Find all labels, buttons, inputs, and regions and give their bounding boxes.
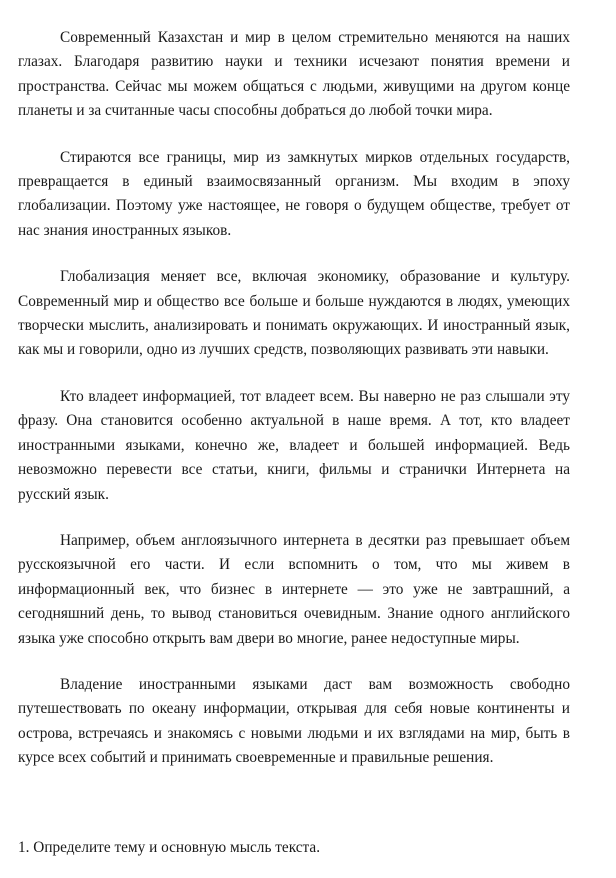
paragraph-4: Кто владеет информацией, тот владеет всем. Вы наверно не раз слышали эту фразу. Она становится особенно актуальной в наше время. А тот, кто владеет иностранными языками, конечно же, владеет и большей информацией. Ведь невозможно перевести все статьи, книги, фильмы и странички Интернета на русский язык. bbox=[18, 387, 570, 503]
paragraph-2: Стираются все границы, мир из замкнутых мирков отдельных государств, превращается в единый взаимосвязанный организм. Мы входим в эпоху глобализации. Поэтому уже настоящее, не говоря о будущем обществе, требует от нас знания иностранных языков. bbox=[18, 148, 570, 239]
document-body bbox=[18, 26, 570, 793]
paragraph-3: Глобализация меняет все, включая экономику, образование и культуру. Современный мир и общество все больше и больше нуждаются в людях, умеющих творчески мыслить, анализировать и понимать окружающих. И иностранный язык, как мы и говорили, одно из лучших средств, позволяющих развивать эти навыки. bbox=[18, 268, 570, 359]
question-1: 1. Определите тему и основную мысль текста. bbox=[18, 839, 321, 856]
paragraph-1: Современный Казахстан и мир в целом стремительно меняются на наших глазах. Благодаря развитию науки и техники исчезают понятия времени и пространства. Сейчас мы можем общаться с людьми, живущими на другом конце планеты и за считанные часы способны добраться до любой точки мира. bbox=[18, 29, 570, 120]
paragraph-5: Например, объем англоязычного интернета в десятки раз превышает объем русскоязычной его части. И если вспомнить о том, что мы живем в информационный век, что бизнес в интернете — это уже не завтрашний, а сегодняшний день, то вывод становиться очевидным. Знание одного английского языка уже способно открыть вам двери во многие, ранее недоступные миры. bbox=[18, 531, 570, 647]
paragraph-6: Владение иностранными языками даст вам возможность свободно путешествовать по океану информации, открывая для себя новые континенты и острова, встречаясь и знакомясь с новыми людьми и их взглядами на мир, быть в курсе всех событий и принимать своевременные и правильные решения. bbox=[18, 675, 570, 767]
